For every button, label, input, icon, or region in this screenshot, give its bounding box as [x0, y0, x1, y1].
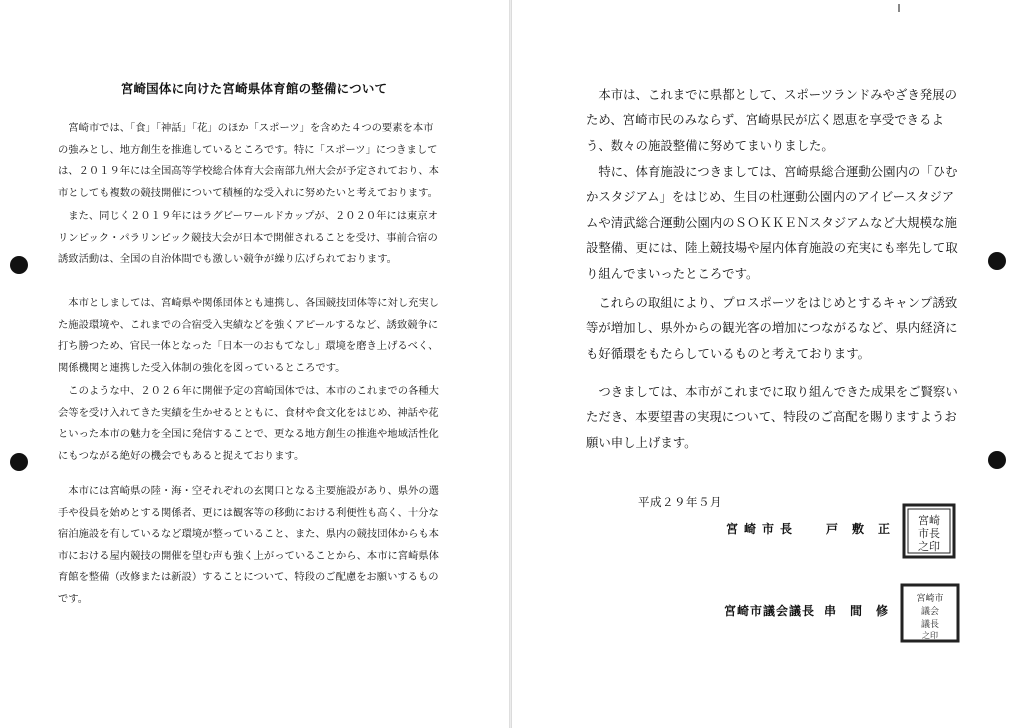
mayor-seal-stamp [902, 503, 956, 559]
svg-text:之印: 之印 [922, 631, 938, 640]
right-paragraph-1: 本市は、これまでに県都として、スポーツランドみやざき発展のため、宮崎市民のみならず、宮崎県民が広く恩恵を享受できるよう、数々の施設整備に努めてまいりました。 [586, 87, 957, 153]
left-paragraph-5: 本市には宮崎県の陸・海・空それぞれの玄関口となる主要施設があり、県外の選手や役員を始めとする関係者、更には観客等の移動における利便性も高く、十分な宿泊施設を有しているなど環境が整っていること、また、県内の競技団体からも本市における屋内競技の開催を望む声も強く上がっていることから、本市に宮崎県体育館を整備（改修または新設）することについて、特段のご配慮をお願いするものです。 [58, 485, 439, 605]
svg-text:議長: 議長 [920, 620, 940, 630]
council-chair-seal-stamp [900, 583, 960, 643]
signatory-1-title: 宮崎市長 [726, 522, 799, 536]
svg-text:議会: 議会 [920, 607, 940, 617]
right-paragraph-2: 特に、体育施設につきましては、宮崎県総合運動公園内の「ひむかスタジアム」をはじめ、生目の杜運動公園内のアイビースタジアムや清武総合運動公園内のＳＯＫＫＥＮスタジアムなど大規模な施設整備、更には、陸上競技場や屋内体育施設の充実にも率先して取り組んでまいったところです。 [586, 164, 958, 281]
document-date: 平成２９年５月 [638, 495, 722, 509]
signatory-1-name: 戸敷正 [826, 522, 905, 536]
left-paragraph-4: このような中、２０２６年に開催予定の宮崎国体では、本市のこれまでの各種大会等を受け入れてきた実績を生かせるとともに、食材や食文化をはじめ、神話や花といった本市の魅力を全国に発信することで、更なる地方創生の推進や地域活性化にもつながる絶好の機会でもあると捉えております。 [58, 385, 439, 462]
binder-hole-right-top [988, 252, 1006, 270]
svg-text:宮崎: 宮崎 [918, 514, 940, 527]
left-page [0, 0, 510, 728]
binder-hole-left-top [10, 256, 28, 274]
scan-mark [898, 4, 900, 12]
page-title: 宮崎国体に向けた宮崎県体育館の整備について [120, 81, 388, 96]
svg-text:宮崎市: 宮崎市 [916, 594, 944, 604]
signatory-2-name: 串間修 [824, 604, 903, 618]
binder-hole-right-bottom [988, 451, 1006, 469]
left-paragraph-1: 宮崎市では、「食」「神話」「花」のほか「スポーツ」を含めた４つの要素を本市の強みとし、地方創生を推進しているところです。特に「スポーツ」につきましては、２０１９年には全国高等学校総合体育大会南部九州大会が予定されており、本市としても複数の競技開催について積極的な受入れに努めたいと考えております。 [58, 122, 439, 199]
signatory-2-title: 宮崎市議会議長 [724, 604, 816, 618]
binder-hole-left-bottom [10, 453, 28, 471]
right-paragraph-4: つきましては、本市がこれまでに取り組んできた成果をご賢察いただき、本要望書の実現について、特段のご高配を賜りますようお願い申し上げます。 [586, 384, 958, 450]
svg-text:之印: 之印 [918, 540, 940, 553]
right-paragraph-3: これらの取組により、プロスポーツをはじめとするキャンプ誘致等が増加し、県外からの観光客の増加につながるなど、県内経済にも好循環をもたらしているものと考えております。 [586, 295, 958, 361]
left-paragraph-3: 本市としましては、宮崎県や関係団体とも連携し、各国競技団体等に対し充実した施設環境や、これまでの合宿受入実績などを強くアピールするなど、誘致競争に打ち勝つため、官民一体となった「日本一のおもてなし」環境を磨き上げるべく、関係機関と連携した受入体制の強化を図っているところです。 [58, 297, 439, 374]
svg-text:市長: 市長 [918, 527, 940, 540]
left-paragraph-2: また、同じく２０１９年にはラグビーワールドカップが、２０２０年には東京オリンピック・パラリンピック競技大会が日本で開催されることを受け、事前合宿の誘致活動は、全国の自治体間でも激しい競争が繰り広げられております。 [58, 210, 438, 266]
